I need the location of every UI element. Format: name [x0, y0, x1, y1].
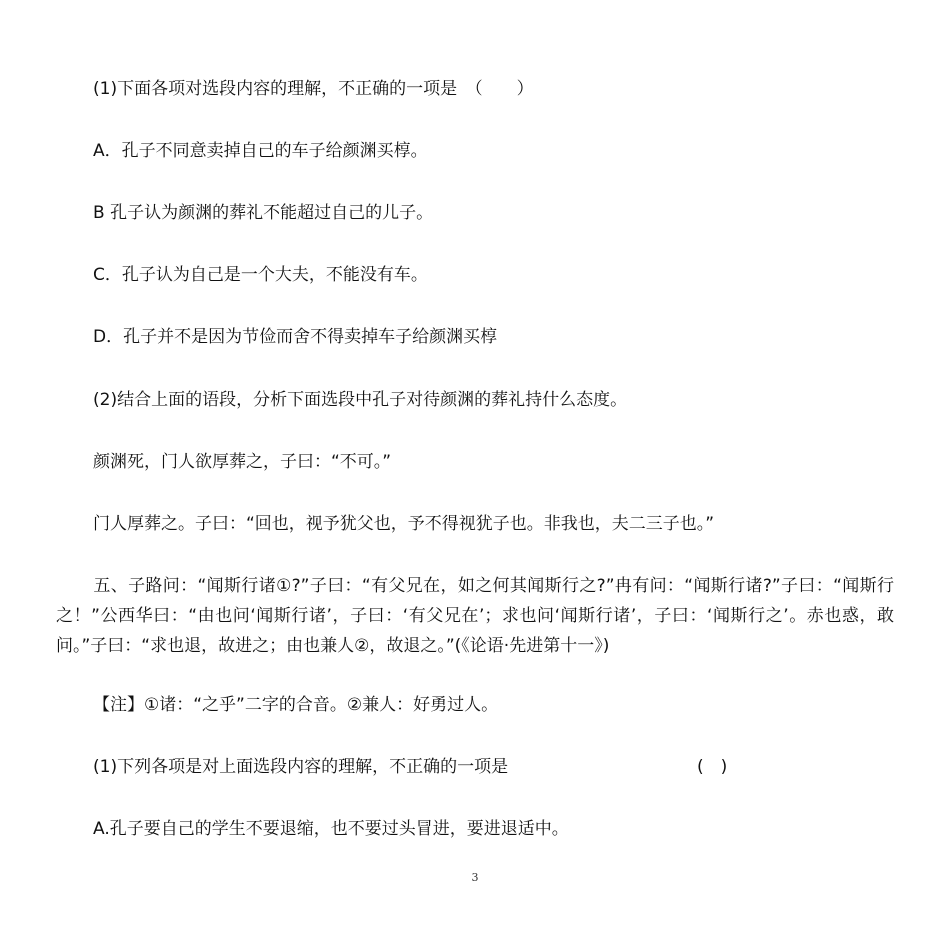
question-1-prompt: (1)下面各项对选段内容的理解，不正确的一项是 （ ） [93, 79, 534, 99]
answer-bracket: ( ) [697, 757, 728, 777]
passage-line-1: 颜渊死，门人欲厚葬之，子曰：“不可。” [93, 452, 392, 472]
question-1-option-a: A．孔子不同意卖掉自己的车子给颜渊买椁。 [93, 141, 428, 161]
question-1-option-c: C．孔子认为自己是一个大夫，不能没有车。 [93, 265, 428, 285]
annotation-note: 【注】①诸：“之乎”二字的合音。②兼人：好勇过人。 [93, 695, 499, 715]
question-5-1-option-a: A.孔子要自己的学生不要退缩，也不要过头冒进，要进退适中。 [93, 819, 569, 839]
question-1-option-b: B 孔子认为颜渊的葬礼不能超过自己的儿子。 [93, 203, 434, 223]
page-number: 3 [471, 871, 479, 884]
question-1-option-d: D．孔子并不是因为节俭而舍不得卖掉车子给颜渊买椁 [93, 327, 498, 347]
question-2-prompt: (2)结合上面的语段，分析下面选段中孔子对待颜渊的葬礼持什么态度。 [93, 390, 628, 410]
section-5-passage [56, 571, 894, 661]
question-5-1-prompt: (1)下列各项是对上面选段内容的理解，不正确的一项是 [93, 757, 509, 777]
passage-line-2: 门人厚葬之。子曰：“回也，视予犹父也，予不得视犹子也。非我也，夫二三子也。” [93, 514, 715, 534]
section-5-passage-text: 五、子路问：“闻斯行诸①?”子曰：“有父兄在，如之何其闻斯行之?”冉有问：“闻斯行诸?”子曰：“闻斯行之！”公西华曰：“由也问‘闻斯行诸’，子曰：‘有父兄在’；求也问‘闻斯行诸’，子曰：‘闻斯行之’。赤也惑，敢问。”子曰：“求也退，故进之；由也兼人②，故退之。”(《论语·先进第十一》) [56, 576, 894, 656]
